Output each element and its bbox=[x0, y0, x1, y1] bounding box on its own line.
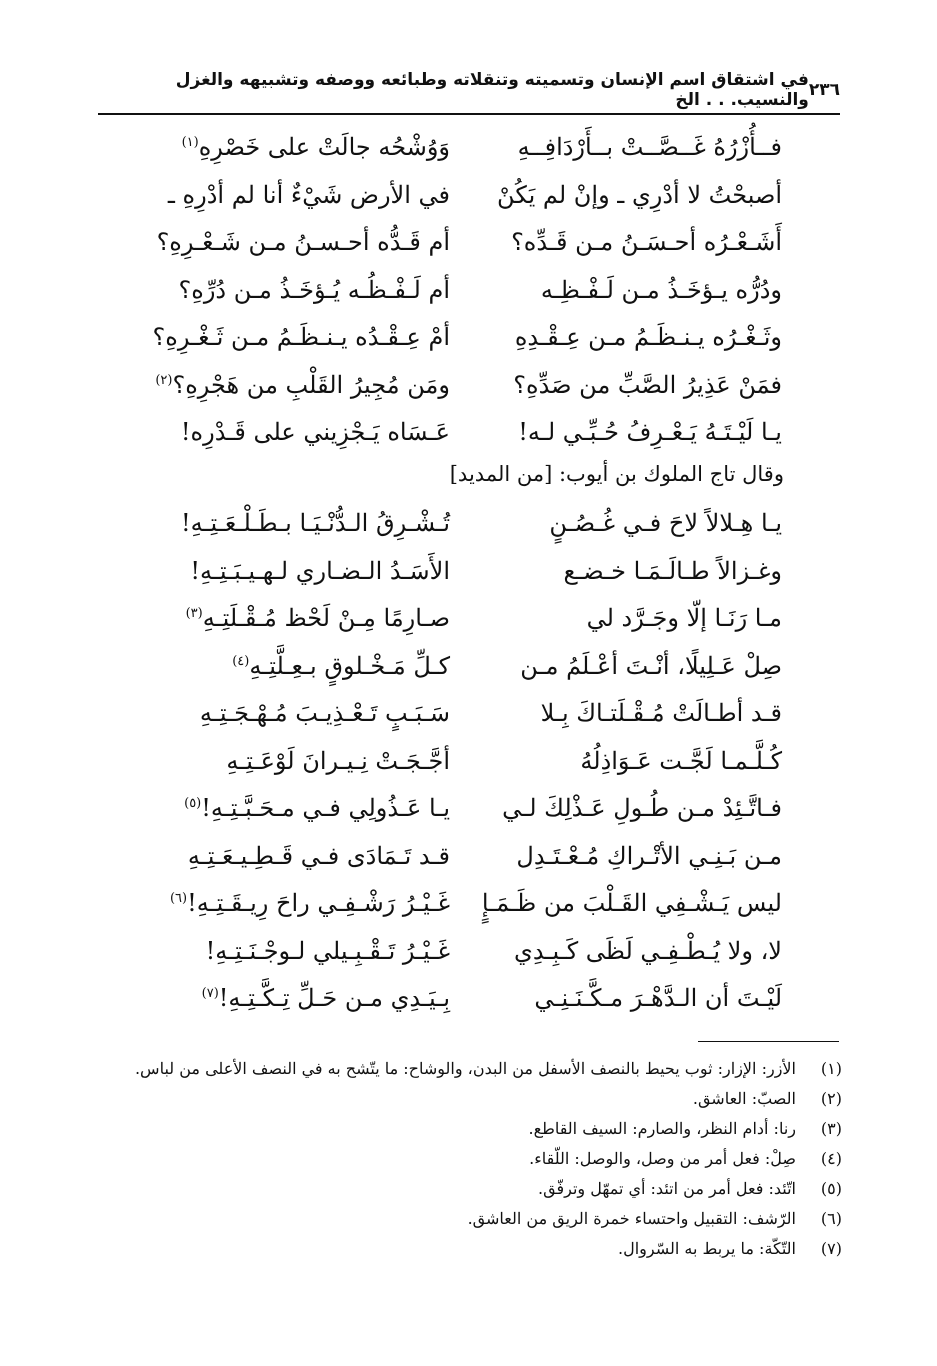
verse-second-text: ومَن مُجِيرُ القَلْبِ من هَجْرِهِ؟ bbox=[172, 370, 450, 399]
verse-second-hemistich bbox=[170, 880, 450, 928]
footnote-rule bbox=[698, 1041, 839, 1042]
verse bbox=[98, 124, 840, 172]
verse-second-text: كـلِّ مَـخْـلوقٍ بـعِـلَّتِـهِ bbox=[249, 651, 450, 680]
footnote-number: (٤) bbox=[820, 1149, 842, 1168]
verse bbox=[98, 548, 840, 596]
verse-second-text: عَـسَاه يَـجْزِيني على قَـدْرِه! bbox=[180, 418, 450, 446]
verse-second-hemistich bbox=[188, 833, 450, 881]
verse-second-hemistich bbox=[190, 548, 450, 596]
verse-second-text: أمْ عِـقْـدُه يـنـظَـمُ مـن ثَـغْـرِهِ؟ bbox=[152, 323, 450, 351]
verse-second-hemistich bbox=[206, 928, 450, 976]
verse-first-hemistich: كُـلَّـمـا لَجَّـت عَـوَاذِلُهُ bbox=[580, 746, 782, 775]
verse-second-text: غَـيْـرُ رَشْـفِـي راحَ رِيـقَـتِـهِ! bbox=[187, 889, 450, 917]
verse-second-hemistich bbox=[184, 785, 450, 833]
page-number: ٢٣٦ bbox=[808, 80, 840, 100]
verse bbox=[98, 975, 840, 1023]
footnote-number: (٢) bbox=[820, 1089, 842, 1108]
verse bbox=[98, 314, 840, 362]
verse-first-hemistich: أصبحْتُ لا أدْرِي ـ وإنْ لم يَكُنْ bbox=[497, 180, 782, 209]
running-title: في اشتقاق اسم الإنسان وتسميته وتنقلاته وطبائعه ووصفه وتشبيهه والغزل والنسيب. . . الخ bbox=[175, 70, 809, 110]
footnote-item bbox=[98, 1234, 842, 1264]
verse-second-hemistich bbox=[181, 409, 450, 457]
footnote-item bbox=[98, 1204, 842, 1234]
verse-second-text: غَـيْـرُ تَـقْـبِـيلي لـوجْـنَـتِـهِ! bbox=[205, 936, 450, 965]
verse-first-hemistich: لا، ولا يُـطْـفِـي لَظَى كَـبِـدِي bbox=[514, 936, 782, 965]
footnote-text: الرّشف: التقبيل واحتساء خمرة الريق من العاشق. bbox=[467, 1209, 796, 1228]
verse-second-hemistich bbox=[202, 975, 450, 1023]
verse-second-hemistich bbox=[186, 595, 450, 643]
verse-first-hemistich: مـا رَنَـا إلّا وجَـرَّد لي bbox=[586, 604, 782, 632]
verse bbox=[98, 409, 840, 457]
footnote-item bbox=[98, 1144, 842, 1174]
verse-second-text: سَـبَـبٍ تَـعْـذِيـبَ مُـهْـجَـتِـهِ bbox=[199, 699, 450, 727]
verse-second-hemistich bbox=[153, 314, 450, 362]
verse-first-hemistich: أَشَـعْـرُه أحـسَـنُ مـن قَـدِّه؟ bbox=[511, 228, 782, 256]
verse-second-text: أجَّـجَـتْ نِـيـرانَ لَوْعَـتِـهِ bbox=[226, 746, 450, 775]
footnote-item bbox=[98, 1174, 842, 1204]
poem-1 bbox=[98, 124, 840, 457]
verse-second-hemistich bbox=[155, 362, 450, 410]
footnote-number: (١) bbox=[820, 1059, 842, 1078]
verse bbox=[98, 643, 840, 691]
verse-second-text: قـد تَـمَادَى فـي قَـطِـيـعَـتِـهِ bbox=[187, 841, 450, 870]
verse-first-hemistich: وثَـغْـرُه يـنـظَـمُ مـن عِـقْـدِهِ bbox=[514, 323, 782, 351]
verse-second-text: أم قَـدُّه أحـسـنُ مـن شَـعْـرِهِ؟ bbox=[156, 228, 450, 256]
verse bbox=[98, 595, 840, 643]
verse-second-text: تُـشْـرِقُ الـدُّنْـيَـا بـطَـلْـعَـتِـهِ! bbox=[181, 509, 450, 537]
footnote-text: الصبّ: العاشق. bbox=[692, 1089, 796, 1108]
poem-intro: وقال تاج الملوك بن أيوب: [من المديد] bbox=[449, 462, 784, 486]
header-rule bbox=[98, 113, 840, 115]
verse bbox=[98, 738, 840, 786]
footnote-number: (٦) bbox=[820, 1209, 842, 1228]
verse bbox=[98, 880, 840, 928]
page-header bbox=[98, 72, 840, 108]
footnote-marker: (٣) bbox=[185, 606, 203, 621]
verse bbox=[98, 500, 840, 548]
verse-second-hemistich bbox=[168, 172, 450, 220]
verse-second-hemistich bbox=[232, 643, 450, 691]
footnote-text: الأزر: الإزار: ثوب يحيط بالنصف الأسفل من البدن، والوشاح: ما يتّشح به في النصف الأعلى من لباس. bbox=[134, 1059, 796, 1078]
footnote-text: اتّئد: فعل أمر من اتئد: أي تمهّل وترفّق. bbox=[538, 1179, 796, 1198]
verse-second-text: وَوُشْحُه جالَتْ على خَصْرِهِ bbox=[198, 133, 450, 161]
verse-first-hemistich: فمَنْ عَذِيرُ الصَّبِّ من صَدِّهِ؟ bbox=[513, 370, 782, 399]
verse-second-hemistich bbox=[182, 124, 450, 172]
verse-second-hemistich bbox=[179, 267, 450, 315]
verse-second-hemistich bbox=[200, 690, 450, 738]
footnote-number: (٧) bbox=[820, 1239, 842, 1258]
verse bbox=[98, 785, 840, 833]
verse-first-hemistich: يـا لَيْـتَـهُ يَـعْـرِفُ حُـبِّـي لـه! bbox=[518, 418, 782, 446]
verse bbox=[98, 362, 840, 410]
verse bbox=[98, 928, 840, 976]
footnote-item bbox=[98, 1084, 842, 1114]
footnote-text: رنا: أدام النظر، والصارم: السيف القاطع. bbox=[528, 1119, 796, 1138]
footnotes bbox=[98, 1054, 842, 1264]
footnote-marker: (٦) bbox=[169, 891, 188, 906]
verse-second-hemistich bbox=[181, 500, 450, 548]
verse-second-text: بِـيَـدِي مـن حَـلِّ تِـكَّـتِـهِ! bbox=[218, 984, 450, 1012]
footnote-marker: (١) bbox=[181, 135, 199, 150]
footnote-marker: (٥) bbox=[184, 796, 202, 811]
verse-second-hemistich bbox=[157, 219, 450, 267]
verse-first-hemistich: قـد أطـالَتْ مُـقْـلَتـاكَ بِـلا bbox=[540, 699, 782, 727]
verse-first-hemistich: ليس يَـشْـفِي القَـلْبَ من ظَـمَـإٍ bbox=[481, 889, 782, 917]
verse bbox=[98, 172, 840, 220]
verse-first-hemistich: يـا هِـلالاً لاحَ فـي غُـصُـنٍ bbox=[549, 509, 782, 537]
verse-first-hemistich: فــأُزْرُهُ غَــصَّــتْ بــأَرْدَافِــهِ bbox=[517, 133, 782, 161]
verse-second-text: يـا عَـذُولِي فـي مـحَـبَّـتِـهِ! bbox=[201, 794, 450, 822]
verse-second-text: الأَسَـدُ الـضـاري لـهـيـبَـتِـهِ! bbox=[190, 556, 450, 585]
verse-first-hemistich: وغـزالاً طـالَـمَـا خـضـع bbox=[563, 556, 782, 585]
verse-first-hemistich: مـن بَـنِـي الأتْـراكِ مُـعْـتَـدِل bbox=[516, 841, 782, 870]
poem-2 bbox=[98, 500, 840, 1023]
footnote-number: (٥) bbox=[820, 1179, 842, 1198]
verse-second-text: صـارِمًا مِـنْ لَحْظ مُـقْـلَتِـهِ bbox=[202, 604, 450, 632]
footnote-marker: (٢) bbox=[155, 372, 173, 388]
verse-first-hemistich: لَيْـتَ أن الـدَّهْـرَ مـكَّـنَـنِـي bbox=[534, 984, 782, 1012]
verse bbox=[98, 833, 840, 881]
footnote-item bbox=[98, 1054, 842, 1084]
verse bbox=[98, 267, 840, 315]
verse bbox=[98, 219, 840, 267]
footnote-text: صِلْ: فعل أمر من وصل، والوصل: اللّقاء. bbox=[529, 1149, 796, 1168]
verse bbox=[98, 690, 840, 738]
verse-first-hemistich: صِلْ عَـلِيلًا، أنْـتَ أعْـلَمُ مـن bbox=[520, 651, 782, 680]
footnote-item bbox=[98, 1114, 842, 1144]
verse-second-hemistich bbox=[226, 738, 450, 786]
verse-second-text: في الأرض شَيْءٌ أنا لم أدْرِهِ ـ bbox=[167, 180, 450, 209]
footnote-text: التّكّة: ما يربط به السّروال. bbox=[618, 1239, 796, 1258]
footnote-number: (٣) bbox=[820, 1119, 842, 1138]
verse-first-hemistich: فـاتَّـئِدْ مـن طُـولِ عَـذْلِكَ لـي bbox=[502, 794, 782, 822]
footnote-marker: (٤) bbox=[232, 653, 250, 669]
footnote-marker: (٧) bbox=[201, 986, 219, 1001]
verse-first-hemistich: ودُرُّه يـؤخَـذُ مـن لَـفْـظِـه bbox=[540, 275, 782, 304]
verse-second-text: أم لَـفْـظُـه يُـؤخَـذُ مـن دُرِّهِ؟ bbox=[178, 275, 450, 304]
